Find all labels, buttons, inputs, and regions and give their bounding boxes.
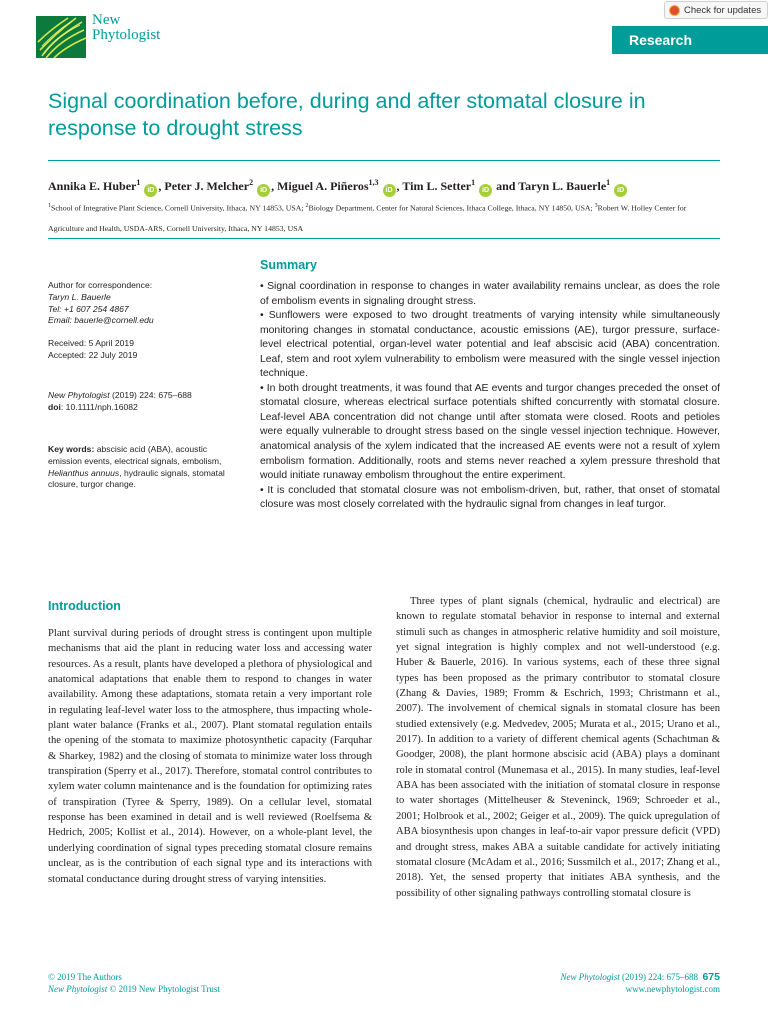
author[interactable]: Annika E. Huber$^1$ [48,178,141,193]
introduction-heading: Introduction [48,599,121,613]
footer-citation: New Phytologist (2019) 224: 675–688 675 www.newphytologist.com [440,972,720,995]
correspondence-block: Author for correspondence: Taryn L. Bauerle Tel: +1 607 254 4867 Email: bauerle@cornell.edu [48,280,238,327]
crossmark-icon [669,5,680,16]
dates-block: Received: 5 April 2019 Accepted: 22 July 2019 [48,338,138,360]
body-paragraph: Plant survival during periods of drought stress is contingent upon multiple mechanisms that aid the plant in reducing water loss and accessing water resources. As a result, plants have developed a plethora of physiological and anatomical adaptations that enable them to respond to changes in water availability. Among these adaptations, stomata retain a very important role in regulating leaf-level water loss to the atmosphere, thus impacting whole-plant water balance (Franks et al., 2007). Plant stomatal regulation entails the opening of the stomata to maximize photosynthetic capacity (Farquhar & Sharkey, 1982) and the closing of stomata to minimize water loss through transpiration (Sperry et al., 2017). Therefore, stomatal control contributes to xylem water column maintenance and is the foundation for optimizing rates of transpiration (Tyree & Sperry, 1989). On a cellular level, stomatal response has been examined in detail and is well reviewed (Roelfsema & Hedrich, 2005; Kollist et al., 2014). However, on a whole-plant level, the underlying coordination of signal types preceding stomatal closure remains unclear, as is the contribution of each signal type and its interactions with stomatal conductance during drought stress of varying intensities. [48,628,372,885]
journal-logo [36,16,86,58]
orcid-icon[interactable]: iD [614,184,627,197]
journal-url[interactable]: www.newphytologist.com [625,983,720,994]
author[interactable]: Miguel A. Piñeros$^{1,3}$ [277,178,379,193]
journal-name [92,13,160,43]
article-title: Signal coordination before, during and after stomatal closure in response to drought stress [48,89,646,140]
summary-bullet: • In both drought treatments, it was found that AE events and turgor changes preceded the onset of stomatal closure, whereas electrical surface potentials shifted concurrently with stomatal closure. Leaf-level ABA concentration did not change until after stomata were closed. Roots and petioles were equally vulnerable to drought stress based on the single vessel injection technique. However, anatomical analysis of the xylem indicated that the increased AE events were not a result of xylem embolism formation. Additionally, roots and stems never reached a xylem pressure threshold that would initiate runaway embolism throughout the entire experiment. [260,382,720,482]
citation-block: New Phytologist (2019) 224: 675–688 doi: 10.1111/nph.16082 [48,390,238,414]
body-column-left [48,626,372,887]
journal-name-line1: New [92,12,121,28]
summary-text [260,280,720,513]
page-number: 675 [702,971,720,983]
orcid-icon[interactable]: iD [144,184,157,197]
correspondence-email[interactable]: Email: bauerle@cornell.edu [48,315,154,326]
journal-name-line2: Phytologist [92,27,161,43]
summary-bullet: • Signal coordination in response to changes in water availability remains unclear, as does the role of embolism events in signaling drought stress. [260,281,720,307]
doi-link[interactable]: doi: 10.1111/nph.16082 [48,401,138,412]
footer-copyright: © 2019 The Authors New Phytologist © 2019 New Phytologist Trust [48,972,220,994]
orcid-icon[interactable]: iD [479,184,492,197]
keywords-block: Key words: abscisic acid (ABA), acoustic emission events, electrical signals, embolism, Helianthus annuus, hydraulic signals, stomatal closure, turgor change. [48,444,225,490]
body-paragraph: Three types of plant signals (chemical, hydraulic and electrical) are known to regulate stomatal behavior in response to internal and external stimuli such as changes in atmospheric relative humidity and soil moisture, yet signal integration is highly complex and not well-understood (e.g. Huber & Bauerle, 2016). In various systems, each of these three signal types has been proposed as the primary contributor to stomatal closure (Zhang & Davies, 1989; Fromm & Eschrich, 1993; Christmann et al., 2007). The involvement of chemical signals in stomatal closure has been studied extensively (e.g. Medvedev, 2005; Murata et al., 2015; Urano et al., 2017). In addition to a variety of different chemical agents (Schachtman & Goodger, 2008), the plant hormone abscisic acid (ABA) plays a dominant role in stomatal control (Munemasa et al., 2015). In many studies, leaf-level ABA has been associated with the initiation of stomatal closure in response to water shortages (Mittelheuser & Steveninck, 1969; Schroeder et al., 2001; Holbrook et al., 2002; Geiger et al., 2009). The quick upregulation of ABA biosynthesis upon changes in leaf-to-air vapor pressure deficit (VPD) and drought stress, makes ABA a suitable candidate for actively initiating stomatal closure (McAdam et al., 2016; Sussmilch et al., 2017; Zhang et al., 2018). Yet, the sensed property that initiates ABA synthesis, and the possibility of other signaling pathways controlling stomatal closure is [396,596,720,899]
affiliations: $^1$School of Integrative Plant Science, Cornell University, Ithaca, NY 14853, USA; $^2$Biology Department, Center for Natural Sciences, Ithaca College, Ithaca, NY 14850, USA; $^3$Robert W. Holley Center for Agriculture and Health, USDA-ARS, Cornell University, Ithaca, NY 14853, USA [48,203,687,233]
summary-bullet: • Sunflowers were exposed to two drought treatments of varying intensity while simultaneously monitoring changes in stomatal conductance, acoustic emissions (AE), turgor pressure, surface-level electrical potential, organ-level water potential and leaf abscisic acid (ABA) concentration. Leaf, stem and root xylem vulnerability to embolism were measured with the single vessel injection technique. [260,310,720,380]
title-divider [48,160,720,161]
author[interactable]: Taryn L. Bauerle$^1$ [518,178,611,193]
orcid-icon[interactable]: iD [383,184,396,197]
check-for-updates-button[interactable] [664,1,768,19]
summary-bullet: • It is concluded that stomatal closure was not embolism-driven, but, rather, that onset of stomatal closure was most closely correlated with the hydraulic signal from changes in leaf turgor. [260,484,720,511]
orcid-icon[interactable]: iD [257,184,270,197]
check-for-updates-label: Check for updates [684,4,762,16]
body-column-right [396,594,720,901]
author-list: Annika E. Huber$^1$ iD , Peter J. Melcher$^2$ iD , Miguel A. Piñeros$^{1,3}$ iD , Tim L. Setter$^1$ iD and Taryn L. Bauerle$^1$ iD [48,174,748,197]
author[interactable]: Tim L. Setter$^1$ [402,178,476,193]
summary-heading: Summary [260,258,317,272]
affiliation-divider [48,238,720,239]
section-label: Research [628,32,692,48]
author[interactable]: Peter J. Melcher$^2$ [164,178,254,193]
section-banner [612,26,768,54]
